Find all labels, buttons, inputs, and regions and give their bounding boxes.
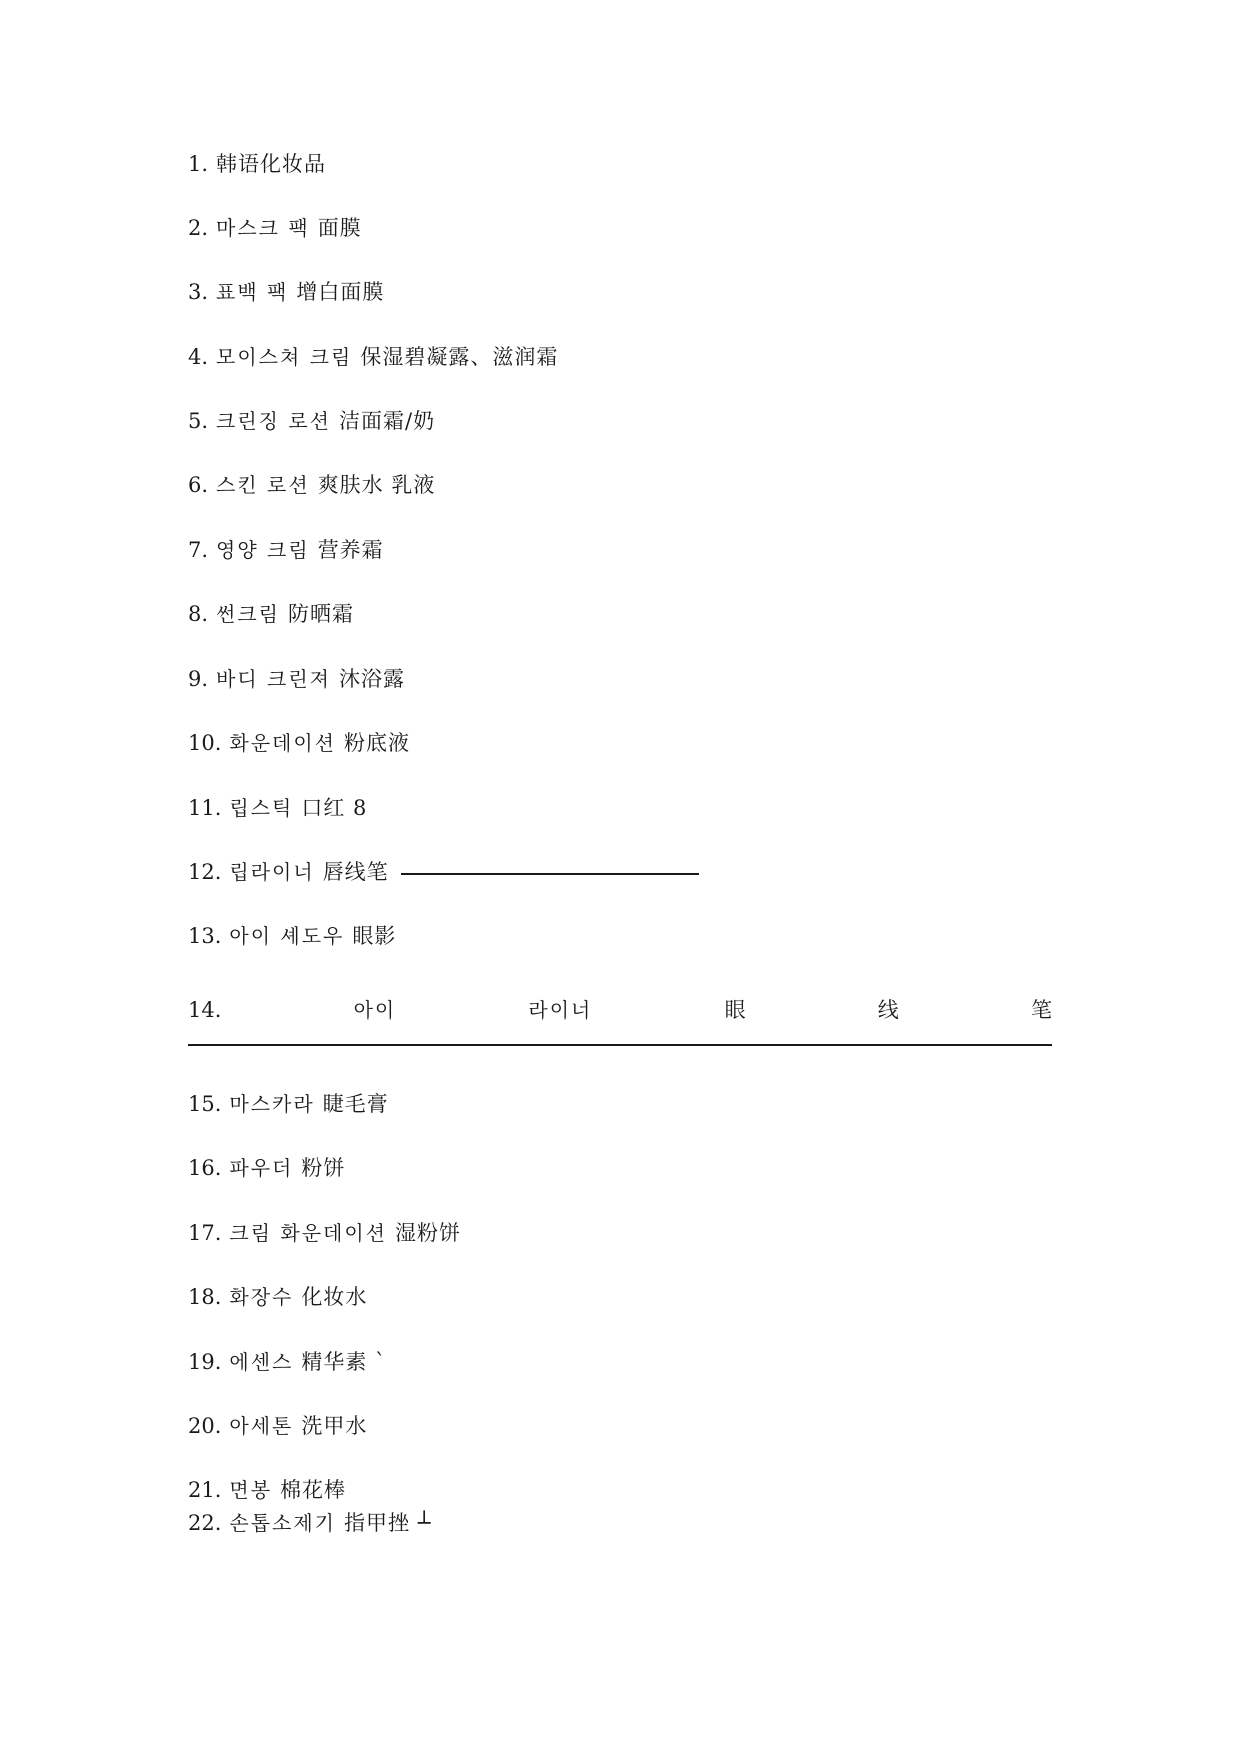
item-chinese: 防晒霜	[288, 602, 355, 626]
item-chinese: 唇线笔	[322, 860, 389, 884]
item-number: 13.	[188, 924, 222, 948]
item-korean: 면봉	[229, 1478, 273, 1502]
item-chinese-char: 眼	[724, 998, 746, 1022]
item-korean: 파우더	[229, 1156, 294, 1180]
item-number: 18.	[188, 1285, 222, 1309]
item-chinese: 眼影	[352, 924, 397, 948]
item-korean: 크린징 로션	[216, 409, 332, 433]
item-chinese: 韩语化妆品	[216, 152, 327, 176]
item-chinese: 粉底液	[344, 731, 411, 755]
list-item	[188, 343, 558, 371]
item-korean: 에센스	[229, 1350, 294, 1374]
list-item	[188, 150, 326, 178]
item-chinese-char: 笔	[1030, 998, 1052, 1022]
list-item	[188, 1348, 387, 1376]
list-item	[188, 1154, 345, 1182]
item-korean: 아이 셰도우	[229, 924, 345, 948]
item-chinese: 粉饼	[301, 1156, 346, 1180]
list-item	[188, 1219, 461, 1247]
list-item	[188, 1283, 367, 1311]
item-korean: 마스크 팩	[216, 216, 310, 240]
item-chinese: 洗甲水	[301, 1414, 368, 1438]
item-number: 4.	[188, 345, 209, 369]
item-number: 21.	[188, 1478, 222, 1502]
item-korean: 표백 팩	[216, 280, 289, 304]
item-chinese: 沐浴露	[339, 667, 406, 691]
item-korean-word: 아이	[353, 998, 397, 1022]
item-chinese: 棉花棒	[280, 1478, 347, 1502]
list-item	[188, 729, 410, 757]
item-chinese: 面膜	[317, 216, 362, 240]
list-item	[188, 794, 367, 822]
item-korean: 손톱소제기	[229, 1511, 337, 1535]
item-number: 3.	[188, 280, 209, 304]
item-number: 1.	[188, 152, 209, 176]
list-item	[188, 278, 384, 306]
list-item-justified	[188, 996, 1052, 1024]
list-item	[188, 536, 384, 564]
item-chinese: 睫毛膏	[322, 1092, 389, 1116]
item-korean: 영양 크림	[216, 538, 310, 562]
item-number: 6.	[188, 473, 209, 497]
item-chinese: 指甲挫 ┴	[344, 1511, 432, 1535]
item-chinese-char: 线	[877, 998, 899, 1022]
list-item	[188, 407, 435, 435]
item-number: 7.	[188, 538, 209, 562]
item-number: 5.	[188, 409, 209, 433]
item-chinese: 营养霜	[317, 538, 384, 562]
item-korean: 썬크림	[216, 602, 281, 626]
item-korean: 아세톤	[229, 1414, 294, 1438]
list-item	[188, 665, 405, 693]
item-number: 20.	[188, 1414, 222, 1438]
item-number: 22.	[188, 1511, 222, 1535]
item-korean: 립라이너	[229, 860, 315, 884]
item-chinese: 口红 8	[301, 796, 368, 820]
item-chinese: 湿粉饼	[395, 1221, 462, 1245]
item-number: 9.	[188, 667, 209, 691]
item-korean: 모이스쳐 크림	[216, 345, 353, 369]
list-item	[188, 471, 435, 499]
item-number: 17.	[188, 1221, 222, 1245]
horizontal-rule	[188, 1044, 1052, 1046]
item-korean-word: 라이너	[528, 998, 593, 1022]
item-chinese: 爽肤水 乳液	[317, 473, 436, 497]
item-korean: 화운데이션	[229, 731, 337, 755]
item-chinese: 精华素 `	[301, 1350, 387, 1374]
list-item	[188, 1090, 389, 1118]
item-number: 14.	[188, 998, 222, 1022]
list-item	[188, 858, 699, 886]
underline-rule	[401, 873, 699, 875]
list-item	[188, 214, 362, 242]
item-chinese: 化妆水	[301, 1285, 368, 1309]
item-number: 15.	[188, 1092, 222, 1116]
item-chinese: 保湿碧凝露、滋润霜	[360, 345, 559, 369]
item-korean: 바디 크린져	[216, 667, 332, 691]
item-korean: 크림 화운데이션	[229, 1221, 388, 1245]
list-item	[188, 1412, 367, 1440]
item-chinese: 洁面霜/奶	[339, 409, 436, 433]
list-item	[188, 600, 354, 628]
item-number: 16.	[188, 1156, 222, 1180]
list-item	[188, 1476, 346, 1504]
item-number: 11.	[188, 796, 222, 820]
item-number: 2.	[188, 216, 209, 240]
item-korean: 화장수	[229, 1285, 294, 1309]
item-number: 8.	[188, 602, 209, 626]
list-item	[188, 922, 396, 950]
item-number: 10.	[188, 731, 222, 755]
list-item	[188, 1509, 431, 1537]
item-chinese: 增白面膜	[296, 280, 385, 304]
item-number: 12.	[188, 860, 222, 884]
item-korean: 립스틱	[229, 796, 294, 820]
item-korean: 마스카라	[229, 1092, 315, 1116]
item-korean: 스킨 로션	[216, 473, 310, 497]
item-number: 19.	[188, 1350, 222, 1374]
